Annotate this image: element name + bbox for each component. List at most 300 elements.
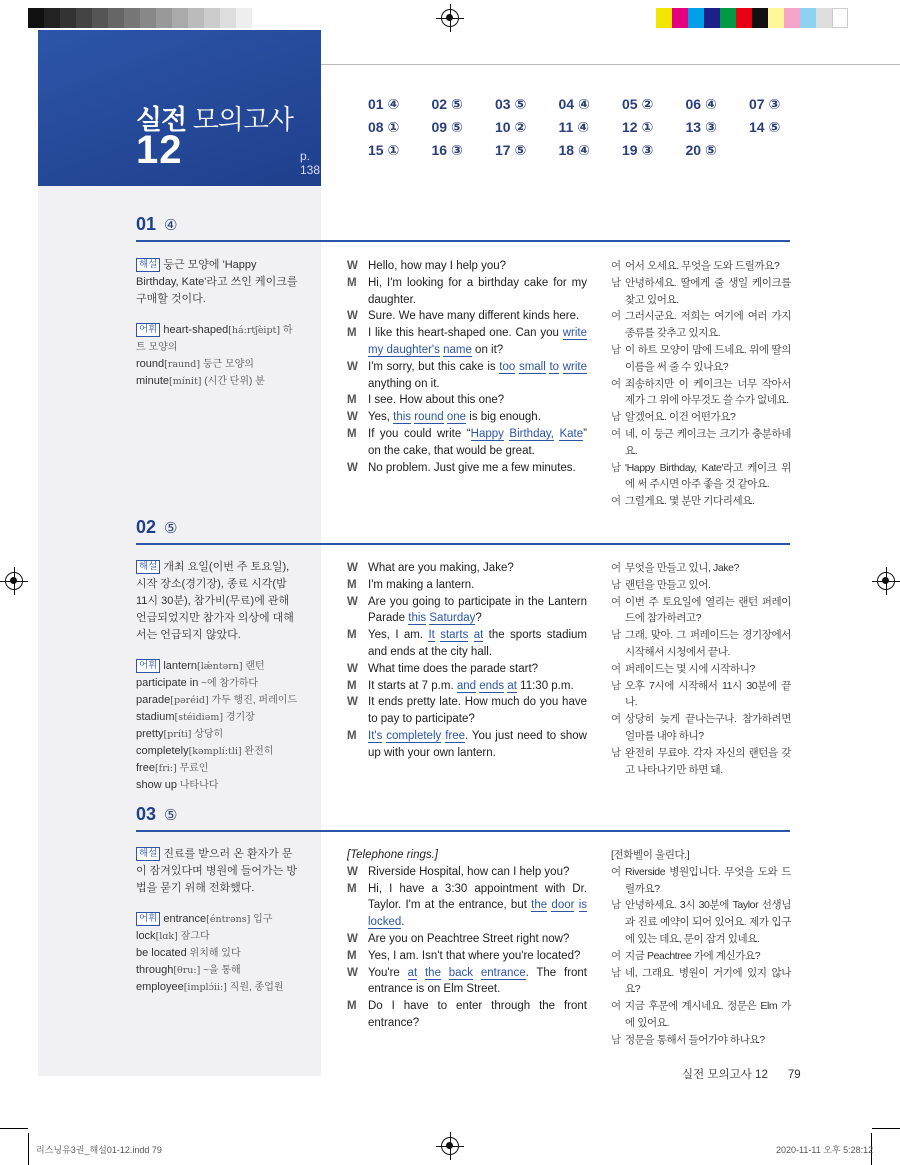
vocab-word: round (136, 358, 165, 370)
speaker-ko: 남 (611, 578, 621, 591)
translation-line (611, 678, 791, 712)
speaker: W (347, 865, 358, 878)
speaker-ko: 남 (611, 1033, 621, 1046)
vocab-tag: 어휘 (136, 323, 160, 337)
vocab-pronunciation: [kəmplí:tli] (188, 746, 242, 757)
speaker-ko: 여 (611, 662, 621, 675)
question-02-translation (611, 560, 791, 778)
registration-mark-left (5, 572, 23, 590)
answer-item: 16 ③ (431, 142, 463, 158)
speaker-ko: 여 (611, 495, 621, 508)
speaker-ko: 남 (611, 966, 621, 979)
dialog-line (347, 325, 587, 359)
speaker-ko: 남 (611, 276, 621, 289)
speaker: M (347, 276, 357, 289)
translation-line (611, 711, 791, 745)
vocab-item (136, 743, 298, 760)
utterance: I see. How about this one? (368, 394, 505, 407)
question-03-dialog (347, 847, 587, 1032)
blank-answer: at (407, 966, 418, 979)
blank-answer: write (562, 327, 587, 340)
explain-tag: 해설 (136, 847, 160, 861)
speaker-ko: 여 (611, 427, 621, 440)
vocab-pronunciation: [pəréid] (170, 695, 209, 706)
utterance: No problem. Just give me a few minutes. (368, 461, 576, 474)
vocab-item (136, 928, 298, 945)
answer-item: 12 ① (622, 119, 654, 135)
vocab-item (136, 979, 298, 996)
speaker-ko: 여 (611, 310, 621, 323)
utterance: Yes, I am. Isn't that where you're located? (368, 949, 581, 962)
speaker: M (347, 1000, 357, 1013)
translation-text: 네, 이 둥근 케이크는 크기가 충분하네요. (625, 427, 791, 457)
dialog-line (347, 678, 587, 695)
dialog-line (347, 627, 587, 661)
vocab-word: completely (136, 745, 189, 757)
stage-direction-ko: [전화벨이 울린다.] (611, 849, 690, 861)
speaker: W (347, 932, 358, 945)
question-01-rule (136, 240, 790, 242)
utterance: I'm making a lantern. (368, 578, 475, 591)
answer-item: 13 ③ (685, 119, 717, 135)
translation-line (611, 493, 791, 510)
dialog-line (347, 931, 587, 948)
speaker: W (347, 662, 358, 675)
slug-filename: 리스닝유3권_해설01-12.indd 79 (36, 1145, 162, 1155)
vocab-item (136, 658, 298, 675)
answer-item: 03 ⑤ (495, 96, 527, 112)
vocab-word: be located (136, 947, 187, 959)
utterance: Riverside Hospital, how can I help you? (368, 865, 570, 878)
vocab-item (136, 726, 298, 743)
answer-row (368, 96, 813, 119)
blank-answer: starts (440, 629, 469, 642)
translation-line (611, 1032, 791, 1049)
vocab-word: stadium (136, 711, 175, 723)
vocab-item (136, 760, 298, 777)
speaker-ko: 여 (611, 260, 621, 272)
blank-answer: name (443, 343, 472, 356)
speaker-ko: 남 (611, 461, 621, 474)
page-footer: 실전 모의고사 12 79 (682, 1069, 801, 1081)
question-01-notes (136, 257, 298, 390)
header-number: 12 (136, 128, 183, 172)
slug-timestamp: 2020-11-11 오후 5:28:12 (776, 1145, 874, 1155)
vocab-meaning: 입구 (250, 914, 273, 925)
translation-line (611, 998, 791, 1032)
answer-item: 10 ② (495, 119, 527, 135)
vocab-word: show up (136, 779, 177, 791)
translation-line (611, 409, 791, 426)
dialog-line (347, 728, 587, 762)
answer-row (368, 119, 813, 142)
translation-line (611, 661, 791, 678)
translation-line (611, 897, 791, 947)
speaker: W (347, 966, 358, 979)
vocab-pronunciation: [stéidiəm] (174, 712, 224, 723)
vocab-pronunciation: [mínit] (169, 376, 202, 387)
speaker: M (347, 394, 357, 407)
speaker: W (347, 260, 358, 272)
answer-item: 20 ⑤ (685, 142, 717, 158)
header-title: 실전 모의고사 (136, 105, 294, 135)
answer-item: 19 ③ (622, 142, 654, 158)
utterance: Hi, I have a 3:30 appointment with Dr. Taylor. I'm at the entrance, but the door is locked. (368, 882, 588, 929)
utterance: It's completely free. You just need to show up with your own lantern. (368, 729, 587, 759)
crop-mark (872, 1128, 900, 1129)
translation-line (611, 376, 791, 410)
vocab-meaning: 하트 모양의 (136, 325, 293, 353)
blank-answer: Kate (559, 427, 584, 440)
answer-item: 18 ④ (558, 142, 590, 158)
vocab-word: entrance (163, 913, 207, 925)
question-02-dialog (347, 560, 587, 762)
dialog-line (347, 426, 587, 460)
translation-text: 오후 7시에 시작해서 11시 30분에 끝나. (625, 679, 791, 709)
translation-line (611, 258, 791, 275)
explanation-text: 진료를 받으러 온 환자가 문이 잠겨있다며 병원에 들어가는 방법을 묻기 위해 전화했다. (136, 848, 297, 894)
speaker: M (347, 629, 357, 642)
blank-answer: at (473, 629, 484, 642)
crop-mark (28, 1133, 29, 1165)
answer-item: 17 ⑤ (495, 142, 527, 158)
speaker: W (347, 696, 358, 709)
dialog-line (347, 308, 587, 325)
vocab-word: participate in (136, 677, 199, 689)
vocab-meaning: (시간 단위) 분 (201, 376, 265, 387)
answer-item: 08 ① (368, 119, 400, 135)
dialog-line (347, 392, 587, 409)
translation-text: 이번 주 토요일에 열리는 랜턴 퍼레이드에 참가하려고? (625, 595, 791, 625)
blank-answer: at (507, 679, 517, 692)
vocab-meaning: 직원, 종업원 (226, 982, 284, 993)
translation-text: 퍼레이드는 몇 시에 시작하니? (625, 662, 755, 675)
speaker-ko: 여 (611, 377, 621, 390)
page-reference: p. 138 (300, 149, 321, 177)
vocab-meaning: 상당히 (191, 729, 224, 740)
blank-answer: this (408, 612, 427, 625)
blank-answer: locked (368, 916, 402, 929)
translation-text: 'Happy Birthday, Kate'라고 케이크 위에 써 주시면 아주 좋을 것 같아요. (625, 461, 791, 491)
answer-item: 05 ② (622, 96, 654, 112)
translation-text: 지금 Peachtree 가에 계신가요? (625, 949, 761, 962)
utterance: What are you making, Jake? (368, 562, 514, 574)
vocab-word: lock (136, 930, 156, 942)
speaker: W (347, 411, 358, 424)
question-03-heading: 03 ⑤ (136, 804, 178, 824)
blank-answer: back (448, 966, 474, 979)
blank-answer: small (518, 360, 546, 373)
question-03-rule (136, 830, 790, 832)
explain-tag: 해설 (136, 560, 160, 574)
dialog-line (347, 881, 587, 931)
explain-tag: 해설 (136, 258, 160, 272)
blank-answer: free (445, 729, 466, 742)
blank-answer: It's (368, 729, 383, 742)
utterance: I'm sorry, but this cake is too small to write anything on it. (368, 360, 587, 390)
vocab-item (136, 356, 298, 373)
answer-item: 04 ④ (558, 96, 590, 112)
blank-answer: completely (386, 729, 442, 742)
translation-line (611, 864, 791, 898)
question-01-heading: 01 ④ (136, 214, 178, 234)
vocab-word: minute (136, 375, 170, 387)
question-02-heading: 02 ⑤ (136, 517, 178, 537)
translation-line (611, 627, 791, 661)
translation-line (611, 745, 791, 779)
utterance: Hi, I'm looking for a birthday cake for my daughter. (368, 276, 587, 306)
blank-answer: door (551, 899, 575, 912)
vocab-pronunciation: [éntrəns] (206, 914, 251, 925)
gray-swatch-bar (28, 8, 252, 28)
translation-text: 안녕하세요. 3시 30분에 Taylor 선생님과 진료 예약이 되어 있어요. 제가 입구에 있는 데요, 문이 잠겨 있네요. (625, 899, 791, 945)
utterance: Yes, I am. It starts at the sports stadium and ends at the city hall. (368, 629, 588, 658)
vocab-meaning: 완전히 (241, 746, 274, 757)
question-02-notes (136, 559, 298, 794)
answer-key (368, 96, 813, 165)
vocab-meaning: ~에 참가하다 (198, 678, 259, 689)
explanation-text: 둥근 모양에 'Happy Birthday, Kate'라고 쓰인 케이크를 구매할 것이다. (136, 259, 298, 305)
blank-answer: It (428, 629, 435, 642)
vocab-pronunciation: [implɔ́ii:] (183, 982, 227, 993)
translation-text: 지금 후문에 계시네요. 정문은 Elm 가에 있어요. (625, 1000, 791, 1029)
speaker-ko: 여 (611, 562, 621, 574)
question-01-translation (611, 258, 791, 510)
registration-mark-top (441, 9, 459, 27)
dialog-line (347, 594, 587, 628)
vocab-item (136, 373, 298, 390)
speaker: M (347, 949, 357, 962)
answer-item: 07 ③ (749, 96, 781, 112)
utterance: Sure. We have many different kinds here. (368, 310, 580, 323)
utterance: Are you on Peachtree Street right now? (368, 932, 570, 945)
vocab-tag: 어휘 (136, 912, 160, 926)
blank-answer: round (414, 411, 444, 424)
translation-text: 그러시군요. 저희는 여기에 여러 가지 종류를 갖추고 있지요. (625, 310, 791, 340)
speaker: M (347, 729, 357, 742)
speaker: M (347, 327, 357, 340)
utterance: It ends pretty late. How much do you have to pay to participate? (368, 696, 587, 726)
vocabulary (136, 322, 298, 390)
answer-row (368, 142, 813, 165)
vocab-item (136, 692, 298, 709)
blank-answer: too (499, 360, 516, 373)
translation-line (611, 948, 791, 965)
speaker: M (347, 882, 357, 895)
speaker-ko: 여 (611, 949, 621, 962)
vocab-pronunciation: [raund] (164, 359, 201, 370)
translation-line (611, 965, 791, 999)
blank-answer: the (531, 899, 548, 912)
blank-answer: this (393, 411, 412, 424)
dialog-line (347, 965, 587, 999)
utterance: If you could write “Happy Birthday, Kate” on the cake, that would be great. (368, 427, 587, 457)
explanation (136, 846, 298, 897)
translation-line (611, 594, 791, 628)
dialog-line (347, 577, 587, 594)
vocab-word: through (136, 964, 174, 976)
explanation-text: 개최 요일(이번 주 토요일), 시작 장소(경기장), 종료 시각(밤 11시 30분), 참가비(무료)에 관해 언급되었지만 참가자 의상에 대해서는 언급되지 않았다. (136, 561, 294, 641)
explanation (136, 559, 298, 644)
vocab-meaning: ~을 통해 (200, 965, 241, 976)
translation-text: 완전히 무료야. 각자 자신의 랜턴을 갖고 나타나기만 하면 돼. (625, 746, 791, 776)
dialog-line (347, 694, 587, 728)
utterance: I like this heart-shaped one. Can you write my daughter's name on it? (368, 327, 587, 356)
blank-answer: entrance (480, 966, 526, 979)
answer-item: 06 ④ (685, 96, 717, 112)
vocab-word: parade (136, 694, 171, 706)
speaker-ko: 남 (611, 679, 621, 692)
translation-line (611, 342, 791, 376)
translation-text: 알겠어요. 이건 어떤가요? (625, 411, 736, 424)
translation-text: 네, 그래요. 병원이 거기에 있지 않나요? (625, 966, 791, 996)
speaker-ko: 여 (611, 713, 621, 726)
answer-item: 02 ⑤ (431, 96, 463, 112)
question-03-translation (611, 847, 791, 1049)
registration-mark-bottom (441, 1137, 459, 1155)
dialog-line (347, 661, 587, 678)
translation-text: 이 하트 모양이 맘에 드네요. 위에 딸의 이름을 써 줄 수 있나요? (625, 343, 791, 373)
vocab-pronunciation: [lɑk] (155, 931, 178, 942)
dialog-line (347, 864, 587, 881)
dialog-line (347, 275, 587, 309)
translation-line (611, 460, 791, 494)
blank-answer: Saturday (429, 612, 476, 625)
speaker: M (347, 578, 357, 591)
speaker: W (347, 595, 358, 608)
vocab-word: lantern (163, 660, 197, 672)
registration-mark-right (877, 572, 895, 590)
explanation (136, 257, 298, 308)
question-03-notes (136, 846, 298, 996)
vocab-item (136, 777, 298, 794)
answer-item: 15 ① (368, 142, 400, 158)
blank-answer: write (562, 360, 587, 373)
speaker-ko: 여 (611, 865, 621, 878)
speaker-ko: 남 (611, 411, 621, 424)
vocabulary (136, 658, 298, 794)
vocab-pronunciation: [há:rtʃèipt] (228, 325, 281, 336)
translation-text: 어서 오세요. 무엇을 도와 드릴까요? (625, 260, 780, 272)
speaker: W (347, 360, 358, 373)
answer-item: 11 ④ (558, 119, 590, 135)
blank-answer: my daughter's (368, 343, 440, 356)
speaker: W (347, 562, 358, 574)
blank-answer: ends (479, 679, 505, 692)
blank-answer: to (549, 360, 560, 373)
utterance: Hello, how may I help you? (368, 260, 507, 272)
translation-text: 랜턴을 만들고 있어. (625, 578, 711, 591)
vocab-word: heart-shaped (163, 324, 229, 336)
vocab-item (136, 945, 298, 962)
translation-line (611, 577, 791, 594)
speaker: W (347, 461, 358, 474)
vocab-pronunciation: [θru:] (173, 965, 201, 976)
vocab-meaning: 위치해 있다 (186, 948, 241, 959)
translation-line (611, 426, 791, 460)
vocab-item (136, 911, 298, 928)
color-swatch-bar (656, 8, 848, 28)
question-01-dialog (347, 258, 587, 476)
utterance: What time does the parade start? (368, 662, 539, 675)
test-header (38, 30, 321, 186)
dialog-line (347, 460, 587, 477)
speaker-ko: 남 (611, 629, 621, 642)
translation-text: 그래, 맞아. 그 퍼레이드는 경기장에서 시작해서 시청에서 끝나. (625, 629, 791, 658)
speaker: M (347, 427, 357, 440)
vocab-item (136, 709, 298, 726)
crop-mark (0, 1128, 28, 1129)
vocab-pronunciation: [lǽntərn] (197, 661, 243, 672)
utterance: You're at the back entrance. The front entrance is on Elm Street. (368, 966, 587, 996)
blank-answer: and (456, 679, 477, 692)
vocab-meaning: 나타나다 (176, 780, 219, 791)
vocab-pronunciation: [príti] (163, 729, 192, 740)
translation-line (611, 308, 791, 342)
blank-answer: is (578, 899, 588, 912)
translation-text: 상당히 늦게 끝나는구나. 참가하려면 얼마를 내야 하니? (625, 713, 791, 742)
dialog-line (347, 560, 587, 577)
vocab-pronunciation: [fri:] (154, 763, 177, 774)
vocab-meaning: 경기장 (223, 712, 255, 723)
utterance: Yes, this round one is big enough. (368, 411, 541, 424)
question-02-rule (136, 543, 790, 545)
blank-answer: Happy (470, 427, 504, 440)
speaker-ko: 남 (611, 746, 621, 759)
dialog-line (347, 948, 587, 965)
blank-answer: one (446, 411, 467, 424)
vocab-item (136, 322, 298, 356)
translation-text: 안녕하세요. 딸에게 줄 생일 케이크를 찾고 있어요. (625, 276, 791, 306)
dialog-line (347, 409, 587, 426)
blank-answer: Birthday, (509, 427, 554, 440)
translation-text: 무엇을 만들고 있니, Jake? (625, 562, 740, 574)
dialog-line (347, 998, 587, 1032)
vocab-word: employee (136, 981, 184, 993)
blank-answer: the (424, 966, 441, 979)
vocab-word: pretty (136, 728, 164, 740)
answer-item: 14 ⑤ (749, 119, 781, 135)
translation-text: 죄송하지만 이 케이크는 너무 작아서 제가 그 위에 아무것도 쓸 수가 없네요. (625, 377, 791, 407)
utterance: It starts at 7 p.m. and ends at 11:30 p.m. (368, 679, 574, 692)
vocab-meaning: 랜턴 (242, 661, 265, 672)
utterance: Do I have to enter through the front entrance? (368, 1000, 587, 1029)
speaker-ko: 남 (611, 899, 621, 912)
vocab-meaning: 둥근 모양의 (200, 359, 254, 370)
vocab-item (136, 962, 298, 979)
vocab-meaning: 가두 행진, 퍼레이드 (208, 695, 298, 706)
translation-text: 정문을 통해서 들어가야 하나요? (625, 1033, 765, 1046)
vocab-tag: 어휘 (136, 659, 160, 673)
dialog-line (347, 359, 587, 393)
speaker-ko: 여 (611, 595, 621, 608)
answer-item: 09 ⑤ (431, 119, 463, 135)
answer-item: 01 ④ (368, 96, 400, 112)
speaker: W (347, 310, 358, 323)
vocab-word: free (136, 762, 155, 774)
speaker: M (347, 679, 357, 692)
translation-text: 그럴게요. 몇 분만 기다리세요. (625, 495, 755, 508)
dialog-line (347, 258, 587, 275)
translation-line (611, 560, 791, 577)
vocab-item (136, 675, 298, 692)
speaker-ko: 여 (611, 1000, 621, 1013)
speaker-ko: 남 (611, 343, 621, 356)
vocab-meaning: 잠그다 (177, 931, 210, 942)
vocab-meaning: 무료인 (176, 763, 209, 774)
stage-direction: [Telephone rings.] (347, 849, 439, 861)
vocabulary (136, 911, 298, 996)
